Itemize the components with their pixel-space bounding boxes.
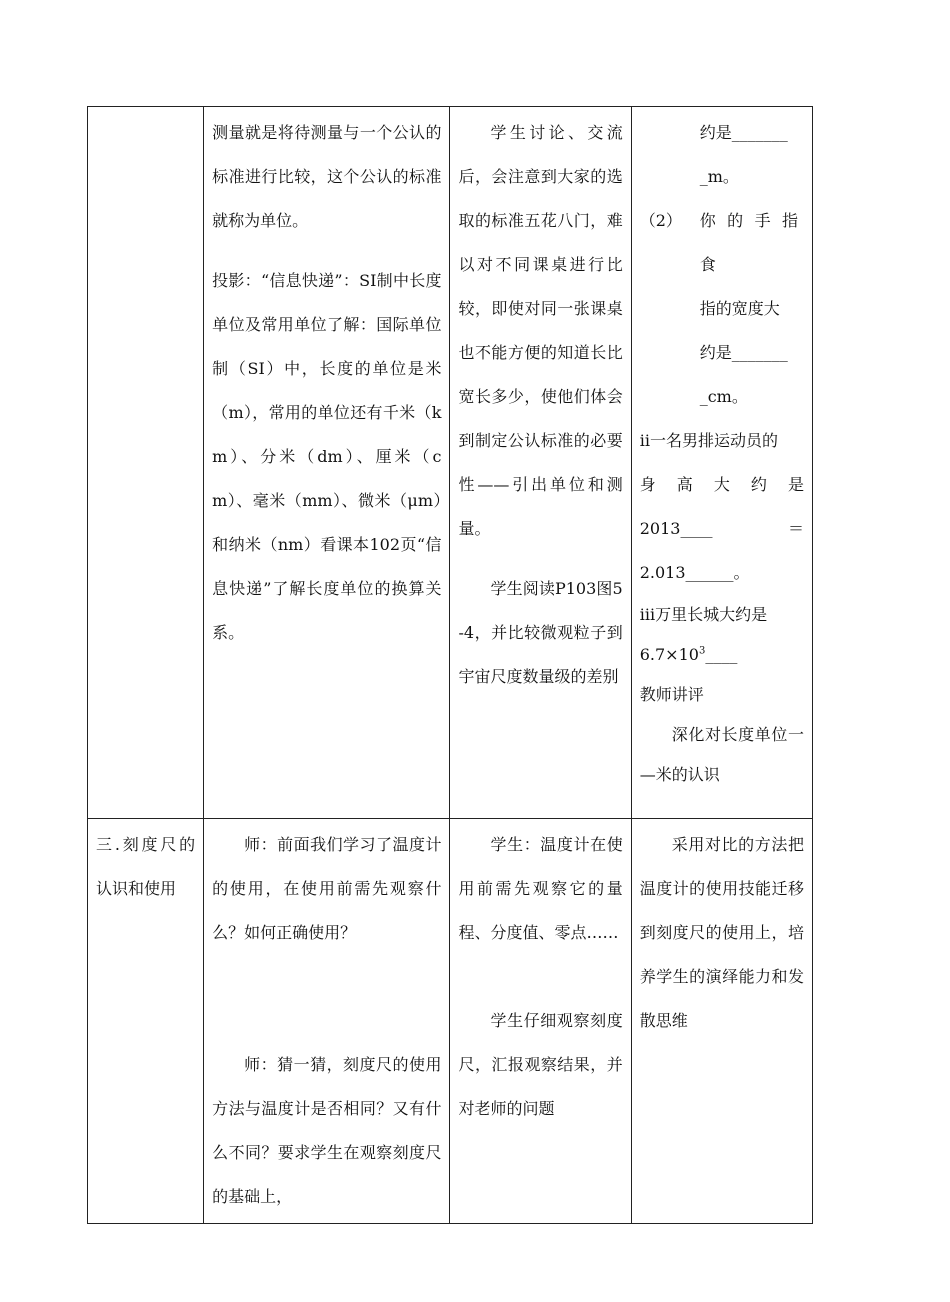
design-intent-cell (631, 107, 812, 819)
lesson-plan-table (87, 106, 813, 1224)
student-activity-cell (450, 819, 631, 1224)
question-ii-line-d: 2.013______。 (639, 563, 750, 582)
question-iii-line-a: iii万里长城大约是 (639, 605, 768, 624)
projection-paragraph: 投影：“信息快递”：SI制中长度单位及常用单位了解：国际单位制（SI）中，长度的单位是米（m），常用的单位还有千米（km）、分米（dm）、厘米（cm）、毫米（mm）、微米（μm）和纳米（nm）看课本102页“信息快递”了解长度单位的换算关系。 (212, 271, 442, 642)
question-ii-char: 约 (750, 475, 767, 494)
discussion-paragraph: 学生讨论、交流后，会注意到大家的选取的标准五花八门，难以对不同课桌进行比较，即使对同一张课桌也不能方便的知道长比宽长多少，使他们体会到制定公认标准的必要性——引出单位和测量。 (458, 123, 623, 538)
question-ii-value: 2013____ (639, 519, 713, 538)
student-activity-cell (450, 107, 631, 819)
section-title-cell: 三.刻度尺的认识和使用 (88, 819, 204, 1224)
student-observe-paragraph: 学生仔细观察刻度尺，汇报观察结果，并对老师的问题 (458, 1011, 623, 1118)
section-cell (88, 107, 204, 819)
question-ii-line-b (640, 463, 804, 507)
teacher-review: 教师讲评 (639, 685, 704, 704)
teacher-activity-cell (204, 107, 450, 819)
question1-line-a: 约是_______ (699, 123, 788, 142)
design-intent-cell (631, 819, 812, 1224)
question-iii-blank: ____ (705, 645, 738, 664)
question2-line-c: 约是_______ (699, 343, 788, 362)
question-ii-equals: ＝ (787, 519, 804, 538)
teacher-guess-paragraph: 师：猜一猜，刻度尺的使用方法与温度计是否相同？又有什么不同？要求学生在观察刻度尺的基础上， (212, 1055, 442, 1206)
question2-line-a: 你的手指食 (699, 211, 804, 274)
table-row (88, 107, 813, 819)
question-ii-line-a: ii一名男排运动员的 (639, 431, 778, 450)
question-ii-char: 身 (639, 475, 656, 494)
question2 (640, 199, 804, 287)
teacher-activity-cell (204, 819, 450, 1224)
student-answer-paragraph: 学生：温度计在使用前需先观察它的量程、分度值、零点…… (458, 835, 623, 942)
question2-line-b: 指的宽度大 (699, 299, 780, 318)
question-iii-line-b (640, 635, 804, 675)
question-ii-line-c (640, 507, 804, 551)
reading-paragraph: 学生阅读P103图5-4，并比较微观粒子到宇宙尺度数量级的差别 (458, 579, 623, 686)
deepen-understanding: 深化对长度单位一—米的认识 (639, 725, 804, 784)
question-iii-base: 6.7×10 (639, 645, 699, 664)
question-ii-char: 高 (676, 475, 693, 494)
teacher-question-paragraph: 师：前面我们学习了温度计的使用，在使用前需先观察什么？如何正确使用？ (212, 835, 442, 942)
table-row (88, 819, 813, 1224)
question-ii-char: 大 (713, 475, 730, 494)
question-iii-exponent: 3 (698, 645, 706, 657)
question-ii-char: 是 (787, 475, 804, 494)
definition-paragraph: 测量就是将待测量与一个公认的标准进行比较，这个公认的标准就称为单位。 (212, 123, 442, 230)
question2-number: （2） (639, 211, 682, 230)
question1-line-b: _m。 (699, 167, 739, 186)
question2-line-d: _cm。 (699, 387, 748, 406)
design-intent-paragraph: 采用对比的方法把温度计的使用技能迁移到刻度尺的使用上，培养学生的演绎能力和发散思维 (639, 835, 804, 1030)
